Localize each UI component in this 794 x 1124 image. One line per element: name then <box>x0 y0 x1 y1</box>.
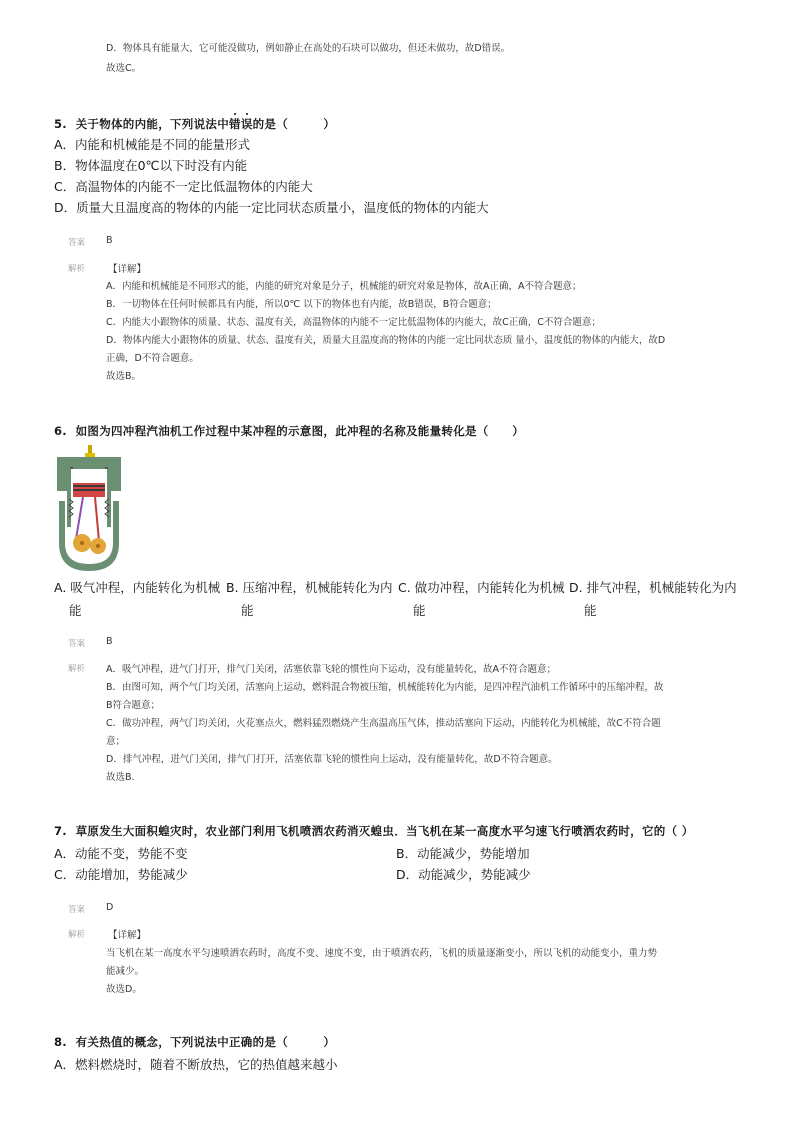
q5-analysis-line: 故选B。 <box>106 371 142 382</box>
q5-option-a: A．内能和机械能是不同的能量形式 <box>54 137 251 152</box>
q8-option-a: A．燃料燃烧时，随着不断放热，它的热值越来越小 <box>54 1057 338 1072</box>
q6-answer: B <box>106 636 113 647</box>
q7-option-a: A．动能不变，势能不变 <box>54 846 188 861</box>
q7-answer-tag: 答案 <box>68 905 86 915</box>
question-8-stem: 8. 有关热值的概念，下列说法中正确的是（ ） <box>54 1035 336 1049</box>
q7-option-c: C．动能增加，势能减少 <box>54 867 188 882</box>
q7-analysis-line: 当飞机在某一高度水平匀速喷洒农药时，高度不变、速度不变，由于喷洒农药，飞机的质量逐渐变小，所以飞机的动能变小，重力势 <box>106 948 658 959</box>
q6-analysis-line: A．吸气冲程，进气门打开，排气门关闭，活塞依靠飞轮的惯性向下运动，没有能量转化，故A不符合题意； <box>106 664 556 675</box>
q5-analysis-line: B．一切物体在任何时候都具有内能，所以0℃ 以下的物体也有内能，故B错误，B符合题意； <box>106 299 497 310</box>
engine-stroke-diagram <box>52 443 126 575</box>
question-7-stem: 7. 草原发生大面积蝗灾时，农业部门利用飞机喷洒农药消灭蝗虫．当飞机在某一高度水平匀速飞行喷洒农药时，它的（ ） <box>54 824 694 838</box>
q5-option-c: C．高温物体的内能不一定比低温物体的内能大 <box>54 179 313 194</box>
prev-choose-line: 故选C。 <box>106 63 142 74</box>
q6-analysis-line: 意； <box>106 736 126 747</box>
question-5-stem: 5. 关于物体的内能，下列说法中错误的是（ ） <box>54 117 336 131</box>
q5-option-d: D．质量大且温度高的物体的内能一定比同状态质量小，温度低的物体的内能大 <box>54 200 489 215</box>
q5-analysis-line: 正确，D不符合题意。 <box>106 353 199 364</box>
q6-analysis-tag: 解析 <box>68 664 86 674</box>
q6-analysis-line: B．由图可知，两个气门均关闭，活塞向上运动，燃料混合物被压缩，机械能转化为内能，是四冲程汽油机工作循环中的压缩冲程，故 <box>106 682 664 693</box>
q7-option-d: D．动能减少，势能减少 <box>396 867 531 882</box>
q7-analysis-tag: 解析 <box>68 930 86 940</box>
q6-analysis-line: 故选B. <box>106 772 135 783</box>
q6-analysis-line: B符合题意； <box>106 700 161 711</box>
q5-answer: B <box>106 235 113 246</box>
q6-analysis-line: D．排气冲程，进气门关闭，排气门打开，活塞依靠飞轮的惯性向上运动，没有能量转化，故D不符合题意。 <box>106 754 558 765</box>
q5-detail-label: 【详解】 <box>108 264 147 275</box>
q5-option-b: B．物体温度在0℃以下时没有内能 <box>54 158 248 173</box>
q5-analysis-line: D．物体内能大小跟物体的质量、状态、温度有关，质量大且温度高的物体的内能一定比同状态质 量小，温度低的物体的内能大，故D <box>106 335 666 346</box>
q6-option-d: D. 排气冲程，机械能转化为内 能 <box>569 580 737 618</box>
q5-analysis-line: C．内能大小跟物体的质量、状态、温度有关，高温物体的内能不一定比低温物体的内能大，故C正确，C不符合题意； <box>106 317 601 328</box>
q7-detail-label: 【详解】 <box>108 930 147 941</box>
q5-analysis-line: A．内能和机械能是不同形式的能，内能的研究对象是分子，机械能的研究对象是物体，故A正确，A不符合题意； <box>106 281 582 292</box>
question-6-stem: 6. 如图为四冲程汽油机工作过程中某冲程的示意图，此冲程的名称及能量转化是（ ） <box>54 424 524 438</box>
q6-answer-tag: 答案 <box>68 639 86 649</box>
q6-option-a: A. 吸气冲程，内能转化为机械 能 <box>54 580 221 618</box>
q7-answer: D <box>106 902 114 913</box>
q7-analysis-line: 能减少。 <box>106 966 145 977</box>
q5-answer-tag: 答案 <box>68 238 86 248</box>
q6-analysis-line: C．做功冲程，两气门均关闭，火花塞点火，燃料猛烈燃烧产生高温高压气体，推动活塞向下运动，内能转化为机械能，故C不符合题 <box>106 718 661 729</box>
q6-option-b: B. 压缩冲程，机械能转化为内 能 <box>226 580 393 618</box>
prev-analysis-line: D．物体具有能量大，它可能没做功，例如静止在高处的石块可以做功，但还未做功，故D错误。 <box>106 43 511 54</box>
q6-option-c: C. 做功冲程，内能转化为机械 能 <box>398 580 565 618</box>
q5-analysis-tag: 解析 <box>68 264 86 274</box>
q7-analysis-line: 故选D。 <box>106 984 142 995</box>
q7-option-b: B．动能减少，势能增加 <box>396 846 530 861</box>
